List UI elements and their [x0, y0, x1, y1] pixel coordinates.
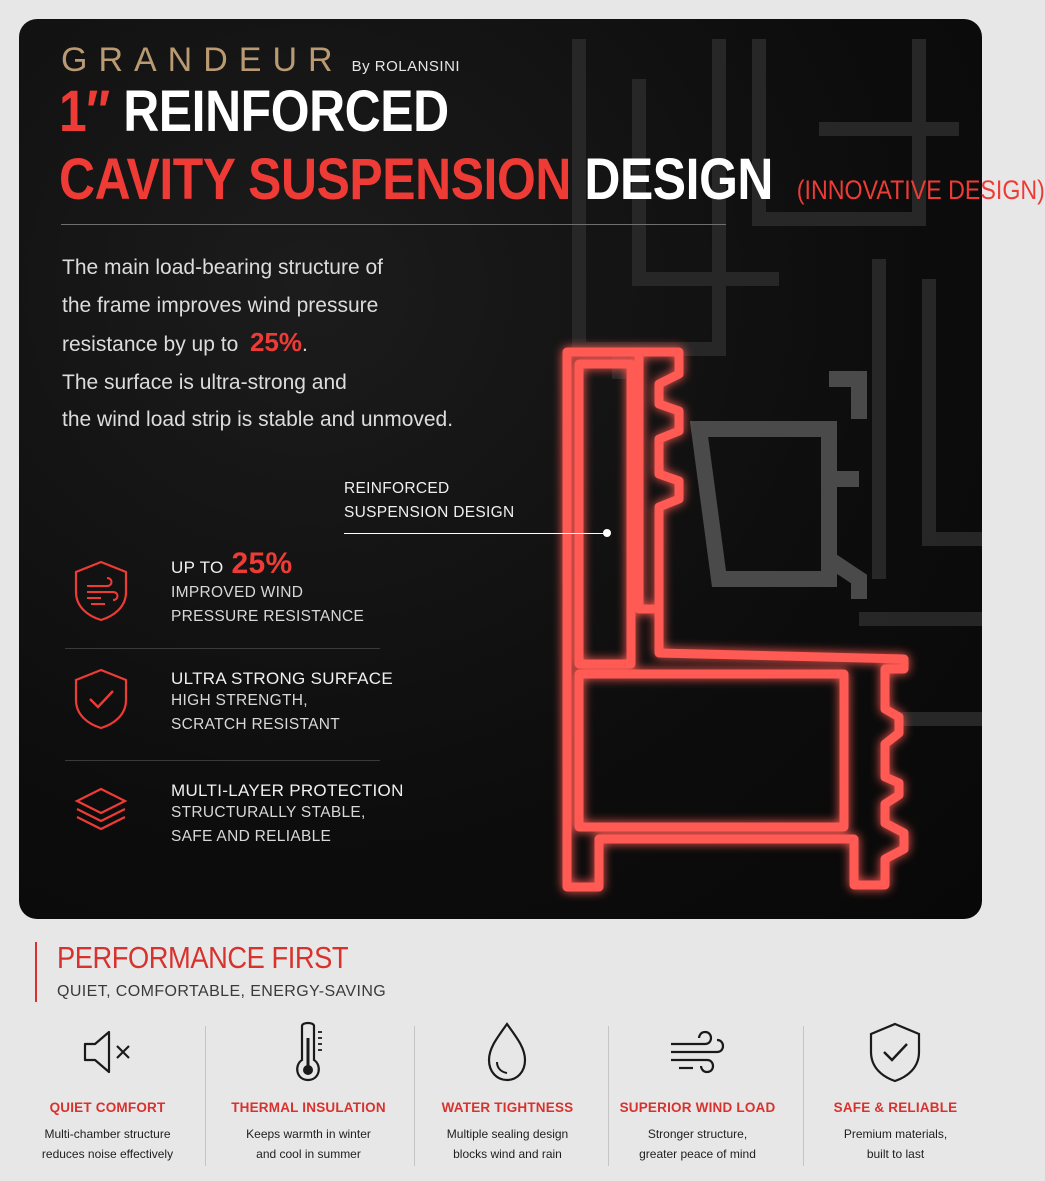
headline-line-2: [59, 147, 1045, 212]
feature-percentage: 25%: [231, 547, 293, 580]
divider: [61, 224, 726, 225]
perf-item-desc: [410, 1124, 605, 1164]
feature-wind-pressure: [65, 547, 380, 657]
desc-line: the wind load strip is stable and unmoved.: [62, 408, 454, 431]
perf-item-desc-line: Multi-chamber structure: [44, 1127, 171, 1141]
wind-shield-icon: [73, 559, 129, 623]
desc-line: The main load-bearing structure of: [62, 256, 383, 279]
desc-period: .: [301, 333, 308, 356]
feature-subtitle: SAFE AND RELIABLE: [171, 828, 332, 845]
feature-title-prefix: UP TO: [171, 558, 224, 577]
desc-line: the frame improves wind pressure: [62, 293, 379, 317]
feature-multi-layer: [65, 779, 404, 879]
perf-item-desc-line: reduces noise effectively: [41, 1147, 174, 1161]
feature-subtitle: STRUCTURALLY STABLE,: [171, 804, 366, 821]
desc-line: [62, 324, 542, 364]
perf-item-desc: [600, 1124, 795, 1164]
feature-subtitle: HIGH STRENGTH,: [171, 692, 308, 709]
perf-item-desc-line: blocks wind and rain: [453, 1147, 562, 1161]
feature-title: MULTI-LAYER PROTECTION: [171, 781, 404, 800]
perf-item-desc: [798, 1124, 993, 1164]
feature-text: [171, 547, 364, 629]
feature-subtitle: IMPROVED WIND: [171, 584, 304, 601]
check-shield-icon: [73, 667, 129, 731]
section-subtitle: QUIET, COMFORTABLE, ENERGY-SAVING: [57, 983, 387, 1000]
perf-item-superior-wind-load: [600, 1020, 795, 1170]
feature-ultra-strong: [65, 667, 393, 767]
thermometer-icon: [278, 1020, 338, 1084]
hero-panel: [19, 19, 1045, 919]
column-divider: [205, 1026, 206, 1166]
callout-line: SUSPENSION DESIGN: [344, 504, 515, 521]
performance-grid: [10, 1020, 990, 1170]
feature-title: ULTRA STRONG SURFACE: [171, 669, 393, 688]
headline-tag: (INNOVATIVE DESIGN): [796, 175, 1045, 205]
perf-item-desc-line: Keeps warmth in winter: [246, 1127, 371, 1141]
brand-name: GRANDEUR: [61, 41, 344, 79]
perf-item-safe-reliable: [798, 1020, 993, 1170]
perf-item-desc-line: greater peace of mind: [639, 1147, 756, 1161]
section-accent-bar: [35, 942, 37, 1002]
feature-text: [171, 669, 393, 737]
perf-item-title: WATER TIGHTNESS: [441, 1100, 574, 1115]
headline-cavity: CAVITY SUSPENSION: [59, 147, 571, 212]
perf-item-title: THERMAL INSULATION: [231, 1100, 386, 1115]
feature-title: [171, 547, 364, 581]
perf-item-water-tightness: [410, 1020, 605, 1170]
desc-text: resistance by up to: [62, 333, 239, 356]
perf-item-desc-line: and cool in summer: [256, 1147, 361, 1161]
perf-item-desc-line: Multiple sealing design: [446, 1127, 569, 1141]
wind-icon: [667, 1020, 727, 1084]
perf-item-quiet-comfort: [10, 1020, 205, 1170]
description: [62, 249, 542, 439]
feature-divider: [65, 648, 380, 649]
feature-subtitle: SCRATCH RESISTANT: [171, 716, 341, 733]
perf-item-desc-line: Stronger structure,: [647, 1127, 748, 1141]
perf-item-desc-line: Premium materials,: [843, 1127, 948, 1141]
speaker-mute-icon: [77, 1020, 137, 1084]
grey-profile: [699, 379, 859, 599]
perf-item-desc: [211, 1124, 406, 1164]
callout-pointer: [344, 533, 607, 534]
perf-item-desc-line: built to last: [866, 1147, 925, 1161]
water-drop-icon: [477, 1020, 537, 1084]
callout-dot: [603, 529, 611, 537]
brand-logo: [61, 41, 460, 80]
feature-text: [171, 781, 404, 849]
feature-subtitle: PRESSURE RESISTANCE: [171, 608, 365, 625]
shield-check-icon: [865, 1020, 925, 1084]
headline-reinforced: REINFORCED: [123, 79, 449, 144]
callout-line: REINFORCED: [344, 480, 450, 497]
callout-label: [344, 477, 514, 525]
perf-item-title: SUPERIOR WIND LOAD: [619, 1100, 776, 1115]
desc-percentage: 25%: [249, 327, 302, 357]
brand-byline: By ROLANSINI: [351, 58, 461, 75]
headline-size: 1″: [59, 79, 110, 144]
perf-item-title: QUIET COMFORT: [49, 1100, 166, 1115]
perf-item-desc: [10, 1124, 205, 1164]
desc-line: The surface is ultra-strong and: [62, 370, 347, 394]
headline-line-1: [59, 79, 449, 144]
feature-divider: [65, 760, 380, 761]
section-title: PERFORMANCE FIRST: [57, 940, 349, 975]
perf-item-thermal-insulation: [211, 1020, 406, 1170]
headline-design: DESIGN: [584, 147, 774, 212]
perf-item-title: SAFE & RELIABLE: [833, 1100, 958, 1115]
layers-icon: [73, 779, 129, 843]
